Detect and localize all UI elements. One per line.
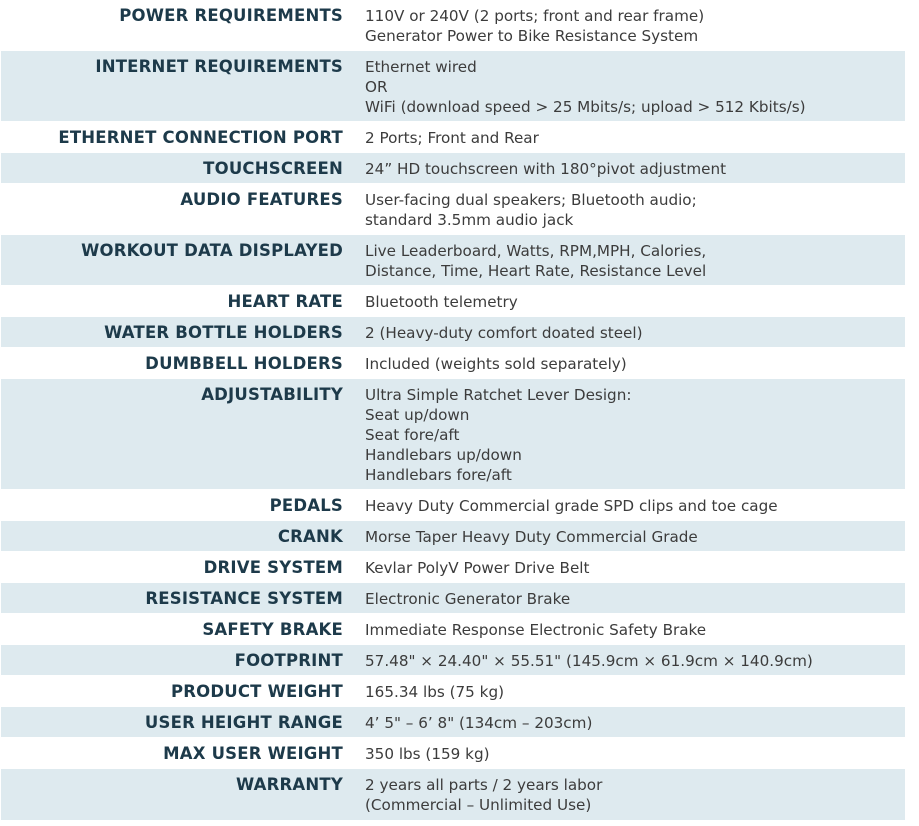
spec-label: PRODUCT WEIGHT [170, 682, 343, 701]
spec-value: 2 years all parts / 2 years labor (Commercial – Unlimited Use) [365, 776, 603, 814]
spec-row-pedals [1, 490, 905, 521]
spec-value: User-facing dual speakers; Bluetooth audio; standard 3.5mm audio jack [365, 191, 697, 229]
spec-row-warranty [1, 769, 905, 821]
spec-value: Immediate Response Electronic Safety Brake [365, 621, 707, 639]
spec-value: 24” HD touchscreen with 180°pivot adjustment [365, 160, 727, 178]
spec-value: Bluetooth telemetry [365, 293, 518, 311]
spec-value: Ultra Simple Ratchet Lever Design: Seat up/down Seat fore/aft Handlebars up/down Handlebars fore/aft [365, 386, 632, 484]
spec-value: Heavy Duty Commercial grade SPD clips and toe cage [365, 497, 778, 515]
spec-value: 4’ 5" – 6’ 8" (134cm – 203cm) [365, 714, 593, 732]
spec-row-ethernet-connection-port [1, 122, 905, 153]
spec-row-touchscreen [1, 153, 905, 184]
spec-value: Electronic Generator Brake [365, 590, 571, 608]
spec-row-internet-requirements [1, 51, 905, 122]
spec-table [1, 0, 905, 821]
spec-row-user-height-range [1, 707, 905, 738]
spec-row-resistance-system [1, 583, 905, 614]
spec-row-workout-data-displayed [1, 235, 905, 286]
spec-label: DRIVE SYSTEM [203, 558, 343, 577]
spec-value: 2 (Heavy-duty comfort doated steel) [365, 324, 643, 342]
spec-row-heart-rate [1, 286, 905, 317]
spec-row-adjustability [1, 379, 905, 490]
spec-label: WATER BOTTLE HOLDERS [104, 323, 343, 342]
spec-label: INTERNET REQUIREMENTS [95, 57, 343, 76]
spec-label: ADJUSTABILITY [201, 385, 343, 404]
spec-row-power-requirements [1, 0, 905, 51]
spec-label: DUMBBELL HOLDERS [145, 354, 343, 373]
spec-label: POWER REQUIREMENTS [119, 6, 343, 25]
spec-value: 350 lbs (159 kg) [365, 745, 490, 763]
spec-value: Live Leaderboard, Watts, RPM,MPH, Calories, Distance, Time, Heart Rate, Resistance Level [365, 242, 707, 280]
spec-value: 110V or 240V (2 ports; front and rear frame) Generator Power to Bike Resistance System [365, 7, 705, 45]
spec-value: 165.34 lbs (75 kg) [365, 683, 505, 701]
spec-label: SAFETY BRAKE [202, 620, 343, 639]
spec-value: 2 Ports; Front and Rear [365, 129, 539, 147]
spec-label: WORKOUT DATA DISPLAYED [81, 241, 343, 260]
spec-label: USER HEIGHT RANGE [144, 713, 343, 732]
spec-value: Included (weights sold separately) [365, 355, 627, 373]
spec-row-product-weight [1, 676, 905, 707]
spec-row-audio-features [1, 184, 905, 235]
spec-row-footprint [1, 645, 905, 676]
spec-label: HEART RATE [227, 292, 343, 311]
spec-value: Kevlar PolyV Power Drive Belt [365, 559, 590, 577]
spec-row-water-bottle-holders [1, 317, 905, 348]
spec-label: AUDIO FEATURES [180, 190, 343, 209]
spec-row-max-user-weight [1, 738, 905, 769]
spec-label: MAX USER WEIGHT [163, 744, 343, 763]
spec-label: RESISTANCE SYSTEM [145, 589, 343, 608]
spec-row-dumbbell-holders [1, 348, 905, 379]
spec-label: PEDALS [269, 496, 343, 515]
spec-row-safety-brake [1, 614, 905, 645]
spec-value: 57.48" × 24.40" × 55.51" (145.9cm × 61.9cm × 140.9cm) [365, 652, 813, 670]
spec-row-crank [1, 521, 905, 552]
spec-value: Ethernet wired OR WiFi (download speed > 25 Mbits/s; upload > 512 Kbits/s) [365, 58, 806, 116]
spec-label: WARRANTY [235, 775, 343, 794]
spec-label: TOUCHSCREEN [203, 159, 343, 178]
spec-row-drive-system [1, 552, 905, 583]
spec-value: Morse Taper Heavy Duty Commercial Grade [365, 528, 698, 546]
spec-label: FOOTPRINT [234, 651, 343, 670]
spec-label: ETHERNET CONNECTION PORT [58, 128, 343, 147]
spec-label: CRANK [277, 527, 343, 546]
